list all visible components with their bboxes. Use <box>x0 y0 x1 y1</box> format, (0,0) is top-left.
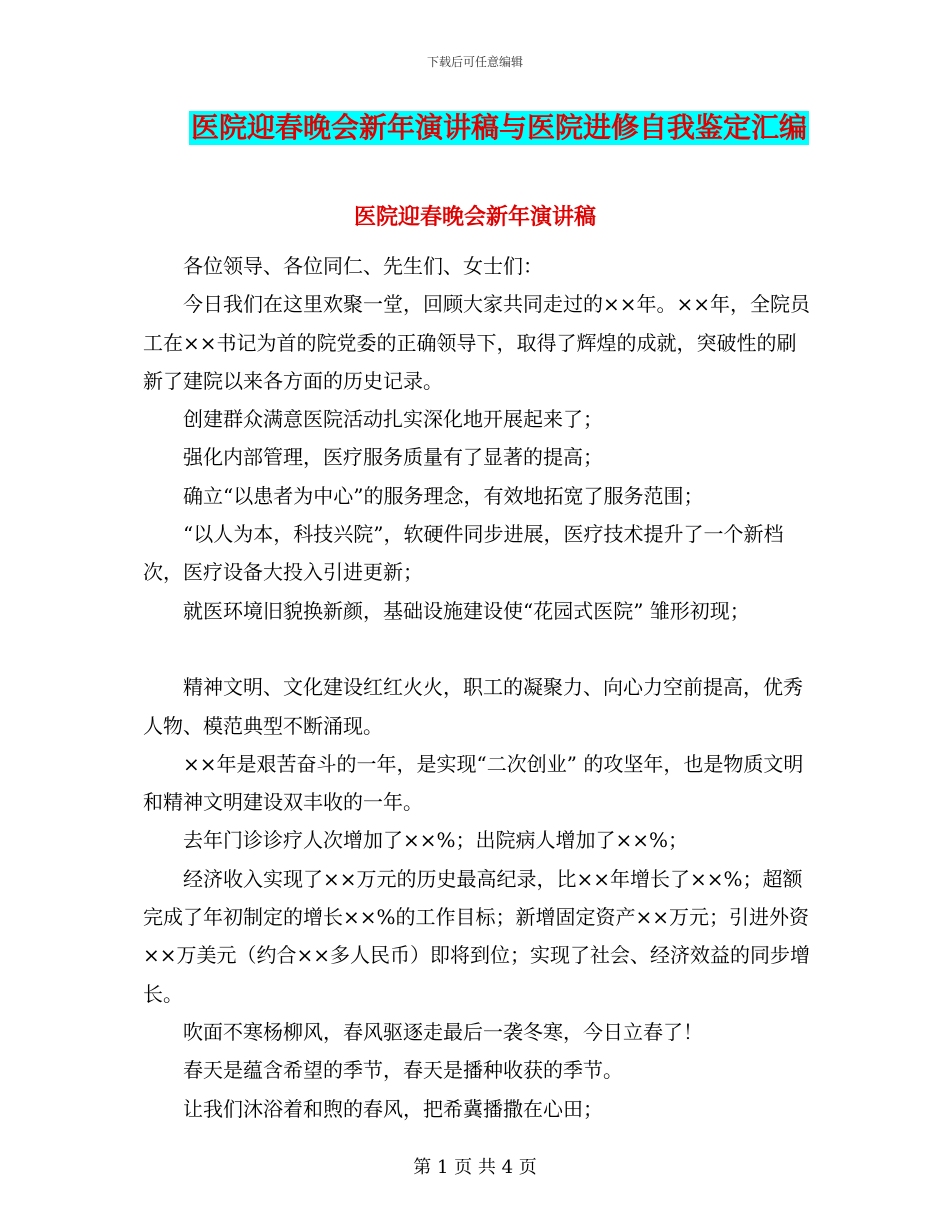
paragraph: 就医环境旧貌换新颜，基础设施建设使“花园式医院” 雏形初现； <box>183 598 750 623</box>
document-title-container <box>0 111 950 145</box>
paragraph: 让我们沐浴着和煦的春风，把希冀播撒在心田； <box>183 1096 603 1121</box>
paragraph: 创建群众满意医院活动扎实深化地开展起来了； <box>183 407 603 432</box>
paragraph: 经济收入实现了××万元的历史最高纪录，比××年增长了××%；超额完成了年初制定的增长××%的工作目标；新增固定资产××万元；引进外资××万美元（约合××多人民币）即将到位；实现了社会、经济效益的同步增长。 <box>143 866 811 1006</box>
paragraph: 吹面不寒杨柳风，春风驱逐走最后一袭冬寒，今日立春了！ <box>183 1019 703 1044</box>
paragraph: 各位领导、各位同仁、先生们、女士们： <box>183 254 543 278</box>
paragraph: 确立“以患者为中心”的服务理念，有效地拓宽了服务范围； <box>183 483 704 508</box>
page-header-note: 下载后可任意编辑 <box>426 55 523 69</box>
document-title: 医院迎春晚会新年演讲稿与医院进修自我鉴定汇编 <box>190 111 807 144</box>
paragraph: 精神文明、文化建设红红火火，职工的凝聚力、向心力空前提高，优秀人物、模范典型不断涌现。 <box>143 675 803 738</box>
paragraph: 强化内部管理，医疗服务质量有了显著的提高； <box>183 445 603 470</box>
document-body <box>143 247 813 1128</box>
section-title: 医院迎春晚会新年演讲稿 <box>353 204 596 230</box>
blank-line <box>143 630 813 668</box>
paragraph: 去年门诊诊疗人次增加了××%；出院病人增加了××%； <box>183 828 689 853</box>
paragraph: “以人为本，科技兴院”，软硬件同步进展，医疗技术提升了一个新档次，医疗设备大投入引进更新； <box>143 522 784 585</box>
page-number: 第 1 页 共 4 页 <box>413 1157 537 1178</box>
paragraph: ××年是艰苦奋斗的一年，是实现“二次创业” 的攻坚年，也是物质文明和精神文明建设双丰收的一年。 <box>143 751 804 815</box>
paragraph: 春天是蕴含希望的季节，春天是播种收获的季节。 <box>183 1058 623 1083</box>
paragraph: 今日我们在这里欢聚一堂，回顾大家共同走过的××年。××年，全院员工在××书记为首的院党委的正确领导下，取得了辉煌的成就，突破性的刷新了建院以来各方面的历史记录。 <box>143 292 811 393</box>
